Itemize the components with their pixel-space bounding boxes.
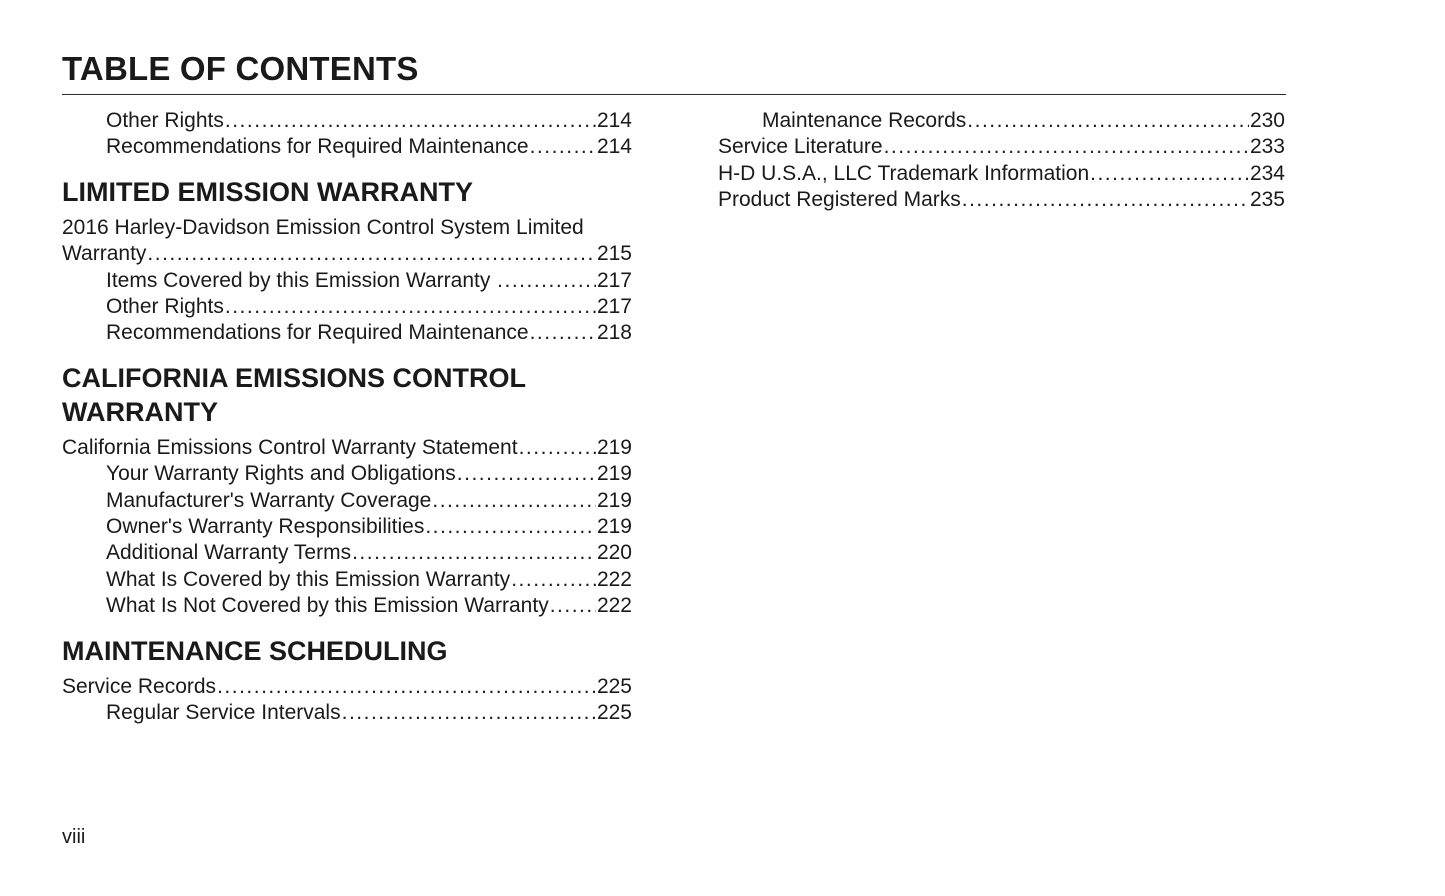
page-number: viii bbox=[62, 826, 86, 848]
dot-leader bbox=[225, 108, 596, 134]
dot-leader bbox=[511, 567, 596, 593]
toc-entry-page: 214 bbox=[596, 135, 632, 159]
dot-leader bbox=[147, 241, 596, 267]
toc-entry[interactable] bbox=[62, 134, 632, 160]
toc-entry-page: 215 bbox=[596, 242, 632, 266]
toc-entry[interactable] bbox=[62, 108, 632, 134]
toc-entry-label: Manufacturer's Warranty Coverage bbox=[106, 488, 432, 512]
dot-leader bbox=[530, 134, 596, 160]
page-title: TABLE OF CONTENTS bbox=[62, 50, 419, 87]
toc-entry[interactable] bbox=[62, 488, 632, 514]
toc-entry-page: 220 bbox=[596, 541, 632, 565]
dot-leader bbox=[967, 108, 1249, 134]
toc-entry-label: Service Literature bbox=[718, 135, 883, 159]
toc-entry-label: California Emissions Control Warranty Statement bbox=[62, 435, 518, 459]
toc-entry-label: Recommendations for Required Maintenance bbox=[106, 321, 529, 345]
toc-entry-page: 219 bbox=[596, 515, 632, 539]
toc-entry-label: Service Records bbox=[62, 674, 217, 698]
toc-entry-label: Warranty bbox=[62, 242, 147, 266]
toc-entry-label: Other Rights bbox=[106, 109, 224, 132]
toc-entry[interactable] bbox=[62, 567, 632, 593]
toc-entry[interactable] bbox=[718, 108, 1285, 134]
toc-entry-page: 217 bbox=[596, 295, 632, 319]
section-heading-maintenance-scheduling: MAINTENANCE SCHEDULING bbox=[62, 635, 448, 666]
dot-leader bbox=[1090, 161, 1249, 187]
toc-entry-page: 222 bbox=[596, 594, 632, 618]
toc-entry-label: What Is Covered by this Emission Warranty bbox=[106, 567, 511, 591]
toc-entry-label: Owner's Warranty Responsibilities bbox=[106, 515, 425, 539]
toc-entry[interactable] bbox=[62, 241, 632, 267]
section-heading-line: CALIFORNIA EMISSIONS CONTROL bbox=[62, 362, 526, 393]
dot-leader bbox=[530, 320, 596, 346]
toc-entry[interactable] bbox=[718, 134, 1285, 160]
section-heading-california bbox=[62, 361, 632, 429]
toc-entry-label: Items Covered by this Emission Warranty bbox=[106, 268, 497, 292]
toc-entry-page: 235 bbox=[1249, 188, 1285, 212]
toc-entry-label: Maintenance Records bbox=[762, 109, 967, 132]
toc-entry-page: 222 bbox=[596, 567, 632, 591]
dot-leader bbox=[225, 294, 596, 320]
toc-entry-page: 218 bbox=[596, 321, 632, 345]
toc-entry-label: H-D U.S.A., LLC Trademark Information bbox=[718, 161, 1090, 185]
dot-leader bbox=[342, 700, 596, 726]
toc-entry-page: 234 bbox=[1249, 161, 1285, 185]
toc-right-column bbox=[718, 108, 1285, 214]
toc-entry[interactable] bbox=[62, 435, 632, 461]
dot-leader bbox=[550, 593, 596, 619]
toc-entry-page: 225 bbox=[596, 701, 632, 725]
dot-leader bbox=[962, 187, 1249, 213]
toc-entry[interactable] bbox=[62, 674, 632, 700]
dot-leader bbox=[519, 435, 596, 461]
toc-entry-page: 219 bbox=[596, 435, 632, 459]
toc-entry-page: 217 bbox=[596, 268, 632, 292]
toc-entry[interactable] bbox=[62, 700, 632, 726]
toc-entry-page: 230 bbox=[1249, 109, 1285, 132]
toc-entry[interactable] bbox=[62, 593, 632, 619]
toc-entry-label[interactable]: 2016 Harley-Davidson Emission Control System Limited bbox=[62, 215, 584, 239]
dot-leader bbox=[352, 540, 596, 566]
toc-entry-label: Other Rights bbox=[106, 295, 224, 319]
toc-left-column bbox=[62, 108, 632, 727]
toc-entry[interactable] bbox=[62, 320, 632, 346]
dot-leader bbox=[217, 674, 596, 700]
toc-entry-label: Additional Warranty Terms bbox=[106, 541, 352, 565]
section-heading-limited-emission: LIMITED EMISSION WARRANTY bbox=[62, 176, 473, 207]
title-divider bbox=[62, 94, 1286, 95]
dot-leader bbox=[425, 514, 596, 540]
toc-entry-page: 219 bbox=[596, 462, 632, 486]
dot-leader bbox=[432, 488, 596, 514]
toc-entry-page: 225 bbox=[596, 674, 632, 698]
toc-entry[interactable] bbox=[718, 187, 1285, 213]
toc-entry-label: Product Registered Marks bbox=[718, 188, 961, 212]
toc-entry-label: Your Warranty Rights and Obligations bbox=[106, 462, 456, 486]
dot-leader bbox=[497, 268, 596, 294]
toc-entry[interactable] bbox=[718, 161, 1285, 187]
toc-entry[interactable] bbox=[62, 268, 632, 294]
toc-entry[interactable] bbox=[62, 514, 632, 540]
toc-entry[interactable] bbox=[62, 540, 632, 566]
toc-entry-page: 219 bbox=[596, 488, 632, 512]
toc-entry[interactable] bbox=[62, 461, 632, 487]
dot-leader bbox=[457, 461, 596, 487]
toc-entry-label: What Is Not Covered by this Emission Warranty bbox=[106, 594, 549, 618]
toc-entry-page: 233 bbox=[1249, 135, 1285, 159]
toc-entry-label: Recommendations for Required Maintenance bbox=[106, 135, 529, 159]
toc-entry-label: Regular Service Intervals bbox=[106, 701, 341, 725]
dot-leader bbox=[884, 134, 1249, 160]
toc-entry[interactable] bbox=[62, 294, 632, 320]
section-heading-line: WARRANTY bbox=[62, 396, 218, 427]
toc-entry-page: 214 bbox=[596, 109, 632, 132]
